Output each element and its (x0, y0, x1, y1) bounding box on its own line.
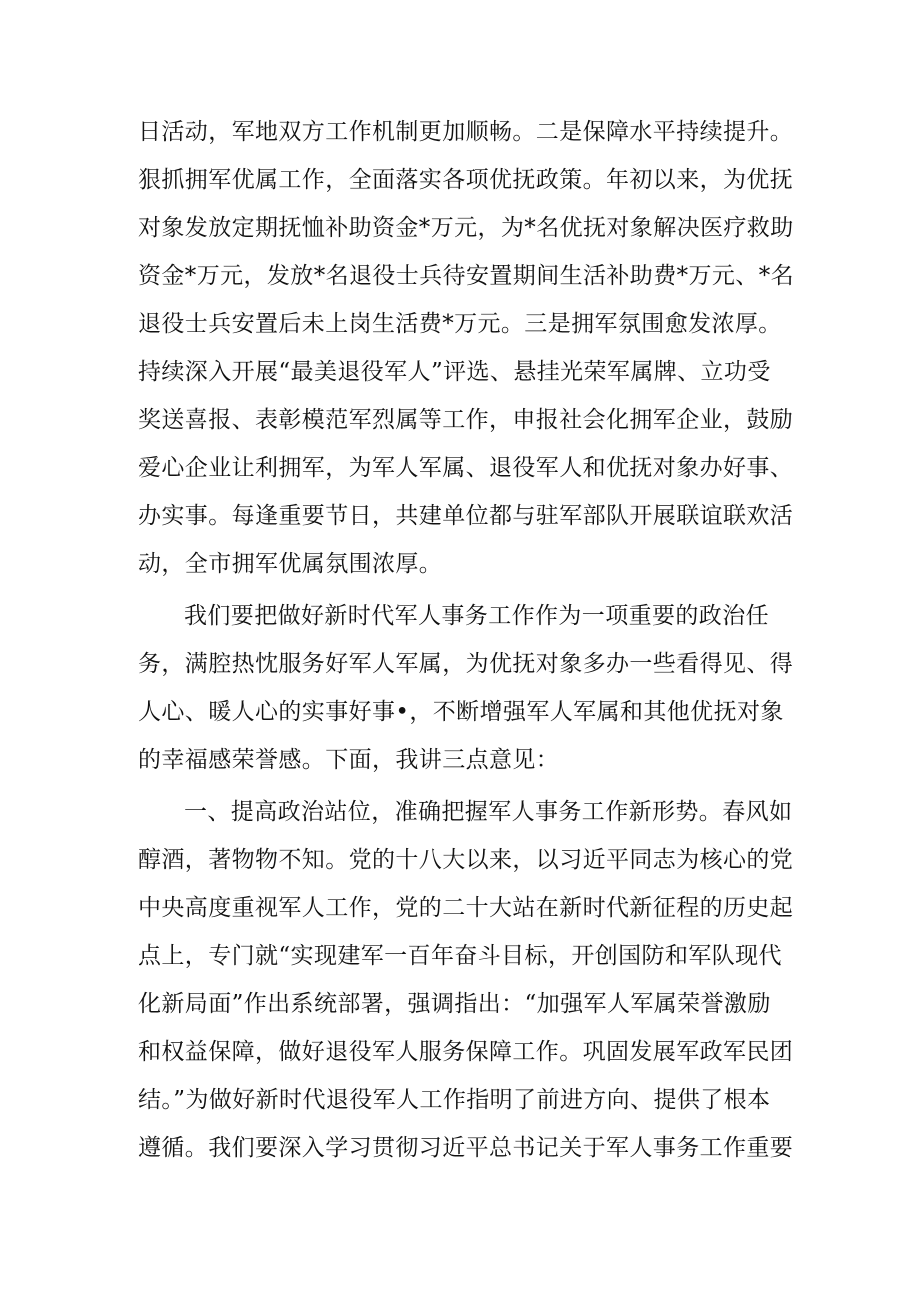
text-line: 对象发放定期抚恤补助资金*万元，为*名优抚对象解决医疗救助 (138, 215, 794, 241)
text-line: 结。”为做好新时代退役军人工作指明了前进方向、提供了根本 (138, 1087, 771, 1113)
text-line: 动，全市拥军优属氛围浓厚。 (138, 551, 443, 577)
text-line: 中央高度重视军人工作，党的二十大站在新时代新征程的历史起 (138, 895, 794, 921)
text-line: 务，满腔热忱服务好军人军属，为优抚对象多办一些看得见、得 (138, 651, 794, 677)
text-line: 人心、暖人心的实事好事•，不断增强军人军属和其他优抚对象 (138, 699, 784, 725)
paragraph-point-one (138, 788, 794, 1172)
text-line: 退役士兵安置后未上岗生活费*万元。三是拥军氛围愈发浓厚。 (138, 311, 782, 337)
text-line: 办实事。每逢重要节日，共建单位都与驻军部队开展联谊联欢活 (138, 503, 794, 529)
text-line: 醇酒，著物物不知。党的十八大以来，以习近平同志为核心的党 (138, 847, 794, 873)
text-line: 持续深入开展“最美退役军人”评选、悬挂光荣军属牌、立功受 (138, 359, 771, 385)
text-line: 我们要把做好新时代军人事务工作作为一项重要的政治任 (184, 603, 769, 629)
text-line: 点上，专门就“实现建军一百年奋斗目标，开创国防和军队现代 (138, 943, 782, 969)
text-line: 奖送喜报、表彰模范军烈属等工作，申报社会化拥军企业，鼓励 (138, 407, 794, 433)
text-line: 化新局面”作出系统部署，强调指出：“加强军人军属荣誉激励 (138, 991, 771, 1017)
text-line: 日活动，军地双方工作机制更加顺畅。二是保障水平持续提升。 (138, 119, 794, 145)
section-heading-line: 一、提高政治站位，准确把握军人事务工作新形势。春风如 (184, 799, 793, 825)
text-line: 资金*万元，发放*名退役士兵待安置期间生活补助费*万元、*名 (138, 263, 794, 289)
text-line: 爱心企业让利拥军，为军人军属、退役军人和优抚对象办好事、 (138, 455, 794, 481)
paragraph-political-task (138, 592, 794, 784)
text-line: 遵循。我们要深入学习贯彻习近平总书记关于军人事务工作重要 (138, 1135, 794, 1161)
text-line: 和权益保障，做好退役军人服务保障工作。巩固发展军政军民团 (138, 1039, 794, 1065)
text-line: 的幸福感荣誉感。下面，我讲三点意见： (138, 747, 560, 773)
document-body (138, 108, 794, 1172)
paragraph-support-work (138, 108, 794, 588)
text-line: 狠抓拥军优属工作，全面落实各项优抚政策。年初以来，为优抚 (138, 167, 794, 193)
